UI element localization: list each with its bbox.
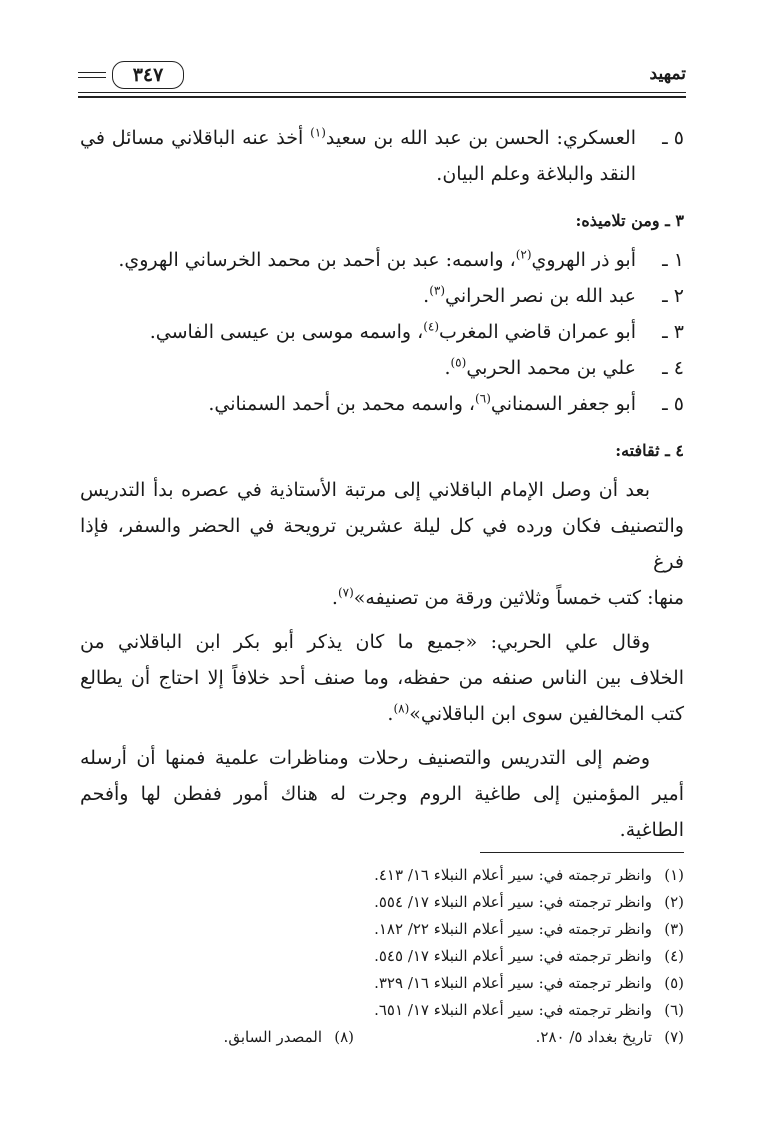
footnote-item — [80, 862, 684, 889]
text-span: عبد الله بن نصر الحراني — [445, 285, 636, 307]
paragraph-line: وضم إلى التدريس والتصنيف رحلات ومناظرات علمية فمنها أن أرسله — [80, 747, 650, 769]
text-span: أبو ذر الهروي — [531, 249, 636, 271]
footnote-number: (٨) — [334, 1028, 354, 1046]
footnote-ref: (٥) — [450, 355, 467, 370]
text-span: كتب المخالفين سوى ابن الباقلاني» — [409, 703, 684, 725]
text-span: ، واسمه موسى بن عيسى الفاسي. — [149, 321, 424, 343]
main-text — [80, 120, 684, 856]
list-number: ٥ ـ — [662, 127, 684, 149]
footnote-ref: (١) — [310, 125, 326, 140]
page-number: ٣٤٧ — [112, 61, 184, 89]
list-item — [80, 278, 684, 314]
footnote-item-pair — [80, 1024, 684, 1051]
footnotes — [80, 862, 684, 1051]
footnote-8 — [224, 1024, 354, 1051]
footnote-text: وانظر ترجمته في: سير أعلام النبلاء ١٧/ ٥٤٥. — [374, 947, 652, 965]
footnote-ref: (٧) — [337, 585, 354, 600]
list-item-text — [80, 386, 636, 422]
footnote-text: وانظر ترجمته في: سير أعلام النبلاء ١٧/ ٦٥١. — [374, 1001, 652, 1019]
list-item — [80, 242, 684, 278]
students-heading: ٣ ـ ومن تلاميذه: — [575, 211, 684, 230]
footnote-item — [80, 916, 684, 943]
teacher-item-5 — [80, 120, 684, 192]
footnote-number: (١) — [664, 866, 684, 884]
list-item-text — [80, 350, 636, 386]
footnote-text: وانظر ترجمته في: سير أعلام النبلاء ١٦/ ٣٢٩. — [374, 974, 652, 992]
paragraph-line — [80, 580, 684, 616]
footnote-number: (٣) — [664, 920, 684, 938]
page-number-badge — [78, 60, 186, 90]
culture-heading: ٤ ـ ثقافته: — [615, 441, 684, 460]
text-span: . — [387, 703, 394, 725]
text-span: . — [423, 285, 430, 307]
footnote-ref: (٨) — [393, 701, 410, 716]
text-span: . — [444, 357, 451, 379]
page-header — [78, 60, 686, 100]
list-item-text — [80, 242, 636, 278]
list-number: ١ ـ — [662, 249, 684, 271]
teacher-line-2: النقد والبلاغة وعلم البيان. — [436, 163, 636, 185]
text-span: أبو جعفر السمناني — [490, 393, 636, 415]
text-span: . — [331, 587, 338, 609]
footnote-item — [80, 970, 684, 997]
list-item — [80, 314, 684, 350]
footnote-text: تاريخ بغداد ٥/ ٢٨٠. — [535, 1028, 652, 1046]
footnote-number: (٢) — [664, 893, 684, 911]
text-span: أخذ عنه الباقلاني مسائل في — [80, 127, 311, 149]
paragraph-line: بعد أن وصل الإمام الباقلاني إلى مرتبة الأستاذية في عصره بدأ التدريس — [80, 479, 650, 501]
list-item — [80, 350, 684, 386]
paragraph-line: والتصنيف فكان ورده في كل ليلة عشرين ترويحة في الحضر والسفر، فإذا فرغ — [80, 515, 684, 573]
text-span: علي بن محمد الحربي — [466, 357, 636, 379]
list-number: ٢ ـ — [662, 285, 684, 307]
footnote-text: المصدر السابق. — [223, 1028, 322, 1046]
footnote-number: (٤) — [664, 947, 684, 965]
footnote-text: وانظر ترجمته في: سير أعلام النبلاء ١٧/ ٥٥٤. — [374, 893, 652, 911]
list-item-text — [80, 278, 636, 314]
list-number: ٥ ـ — [662, 393, 684, 415]
footnote-number: (٥) — [664, 974, 684, 992]
header-rule-thick — [78, 96, 686, 98]
paragraph-2 — [80, 624, 684, 732]
paragraph-line: الخلاف بين الناس صنفه من حفظه، وما صنف أحد خلافاً إلا احتاج أن يطالع — [80, 667, 684, 689]
footnote-7 — [536, 1024, 684, 1051]
text-span: العسكري: الحسن بن عبد الله بن سعيد — [325, 127, 636, 149]
header-rule-thin — [78, 92, 686, 93]
paragraph-line: الطاغية. — [619, 819, 684, 841]
footnote-ref: (٦) — [475, 391, 491, 406]
text-span: أبو عمران قاضي المغرب — [439, 321, 636, 343]
paragraph-line — [80, 696, 684, 732]
list-number: ٣ ـ — [662, 321, 684, 343]
paragraph-1 — [80, 472, 684, 616]
text-span: منها: كتب خمساً وثلاثين ورقة من تصنيفه» — [353, 587, 684, 609]
footnote-number: (٧) — [664, 1028, 684, 1046]
paragraph-3 — [80, 740, 684, 848]
footnote-ref: (٢) — [515, 247, 532, 262]
footnote-text: وانظر ترجمته في: سير أعلام النبلاء ٢٢/ ١٨٢. — [374, 920, 652, 938]
footnote-item — [80, 889, 684, 916]
text-span: ، واسمه: عبد بن أحمد بن محمد الخرساني الهروي. — [118, 249, 516, 271]
text-span: ، واسمه محمد بن أحمد السمناني. — [208, 393, 476, 415]
paragraph-line: أمير المؤمنين إلى طاغية الروم وجرت له هناك أمور ففطن لها وأفحم — [80, 783, 684, 805]
footnote-ref: (٣) — [429, 283, 446, 298]
list-item-text — [80, 314, 636, 350]
badge-ornament-lines — [78, 72, 106, 78]
footnote-ref: (٤) — [423, 319, 440, 334]
footnote-item — [80, 943, 684, 970]
paragraph-line: وقال علي الحربي: «جميع ما كان يذكر أبو بكر ابن الباقلاني من — [80, 631, 650, 653]
footnote-rule — [480, 852, 684, 853]
list-number: ٤ ـ — [662, 357, 684, 379]
footnote-text: وانظر ترجمته في: سير أعلام النبلاء ١٦/ ٤١٣. — [374, 866, 652, 884]
footnote-item — [80, 997, 684, 1024]
header-title: تمهيد — [649, 64, 686, 84]
footnote-number: (٦) — [664, 1001, 684, 1019]
teacher-line-1 — [80, 120, 636, 156]
list-item — [80, 386, 684, 422]
